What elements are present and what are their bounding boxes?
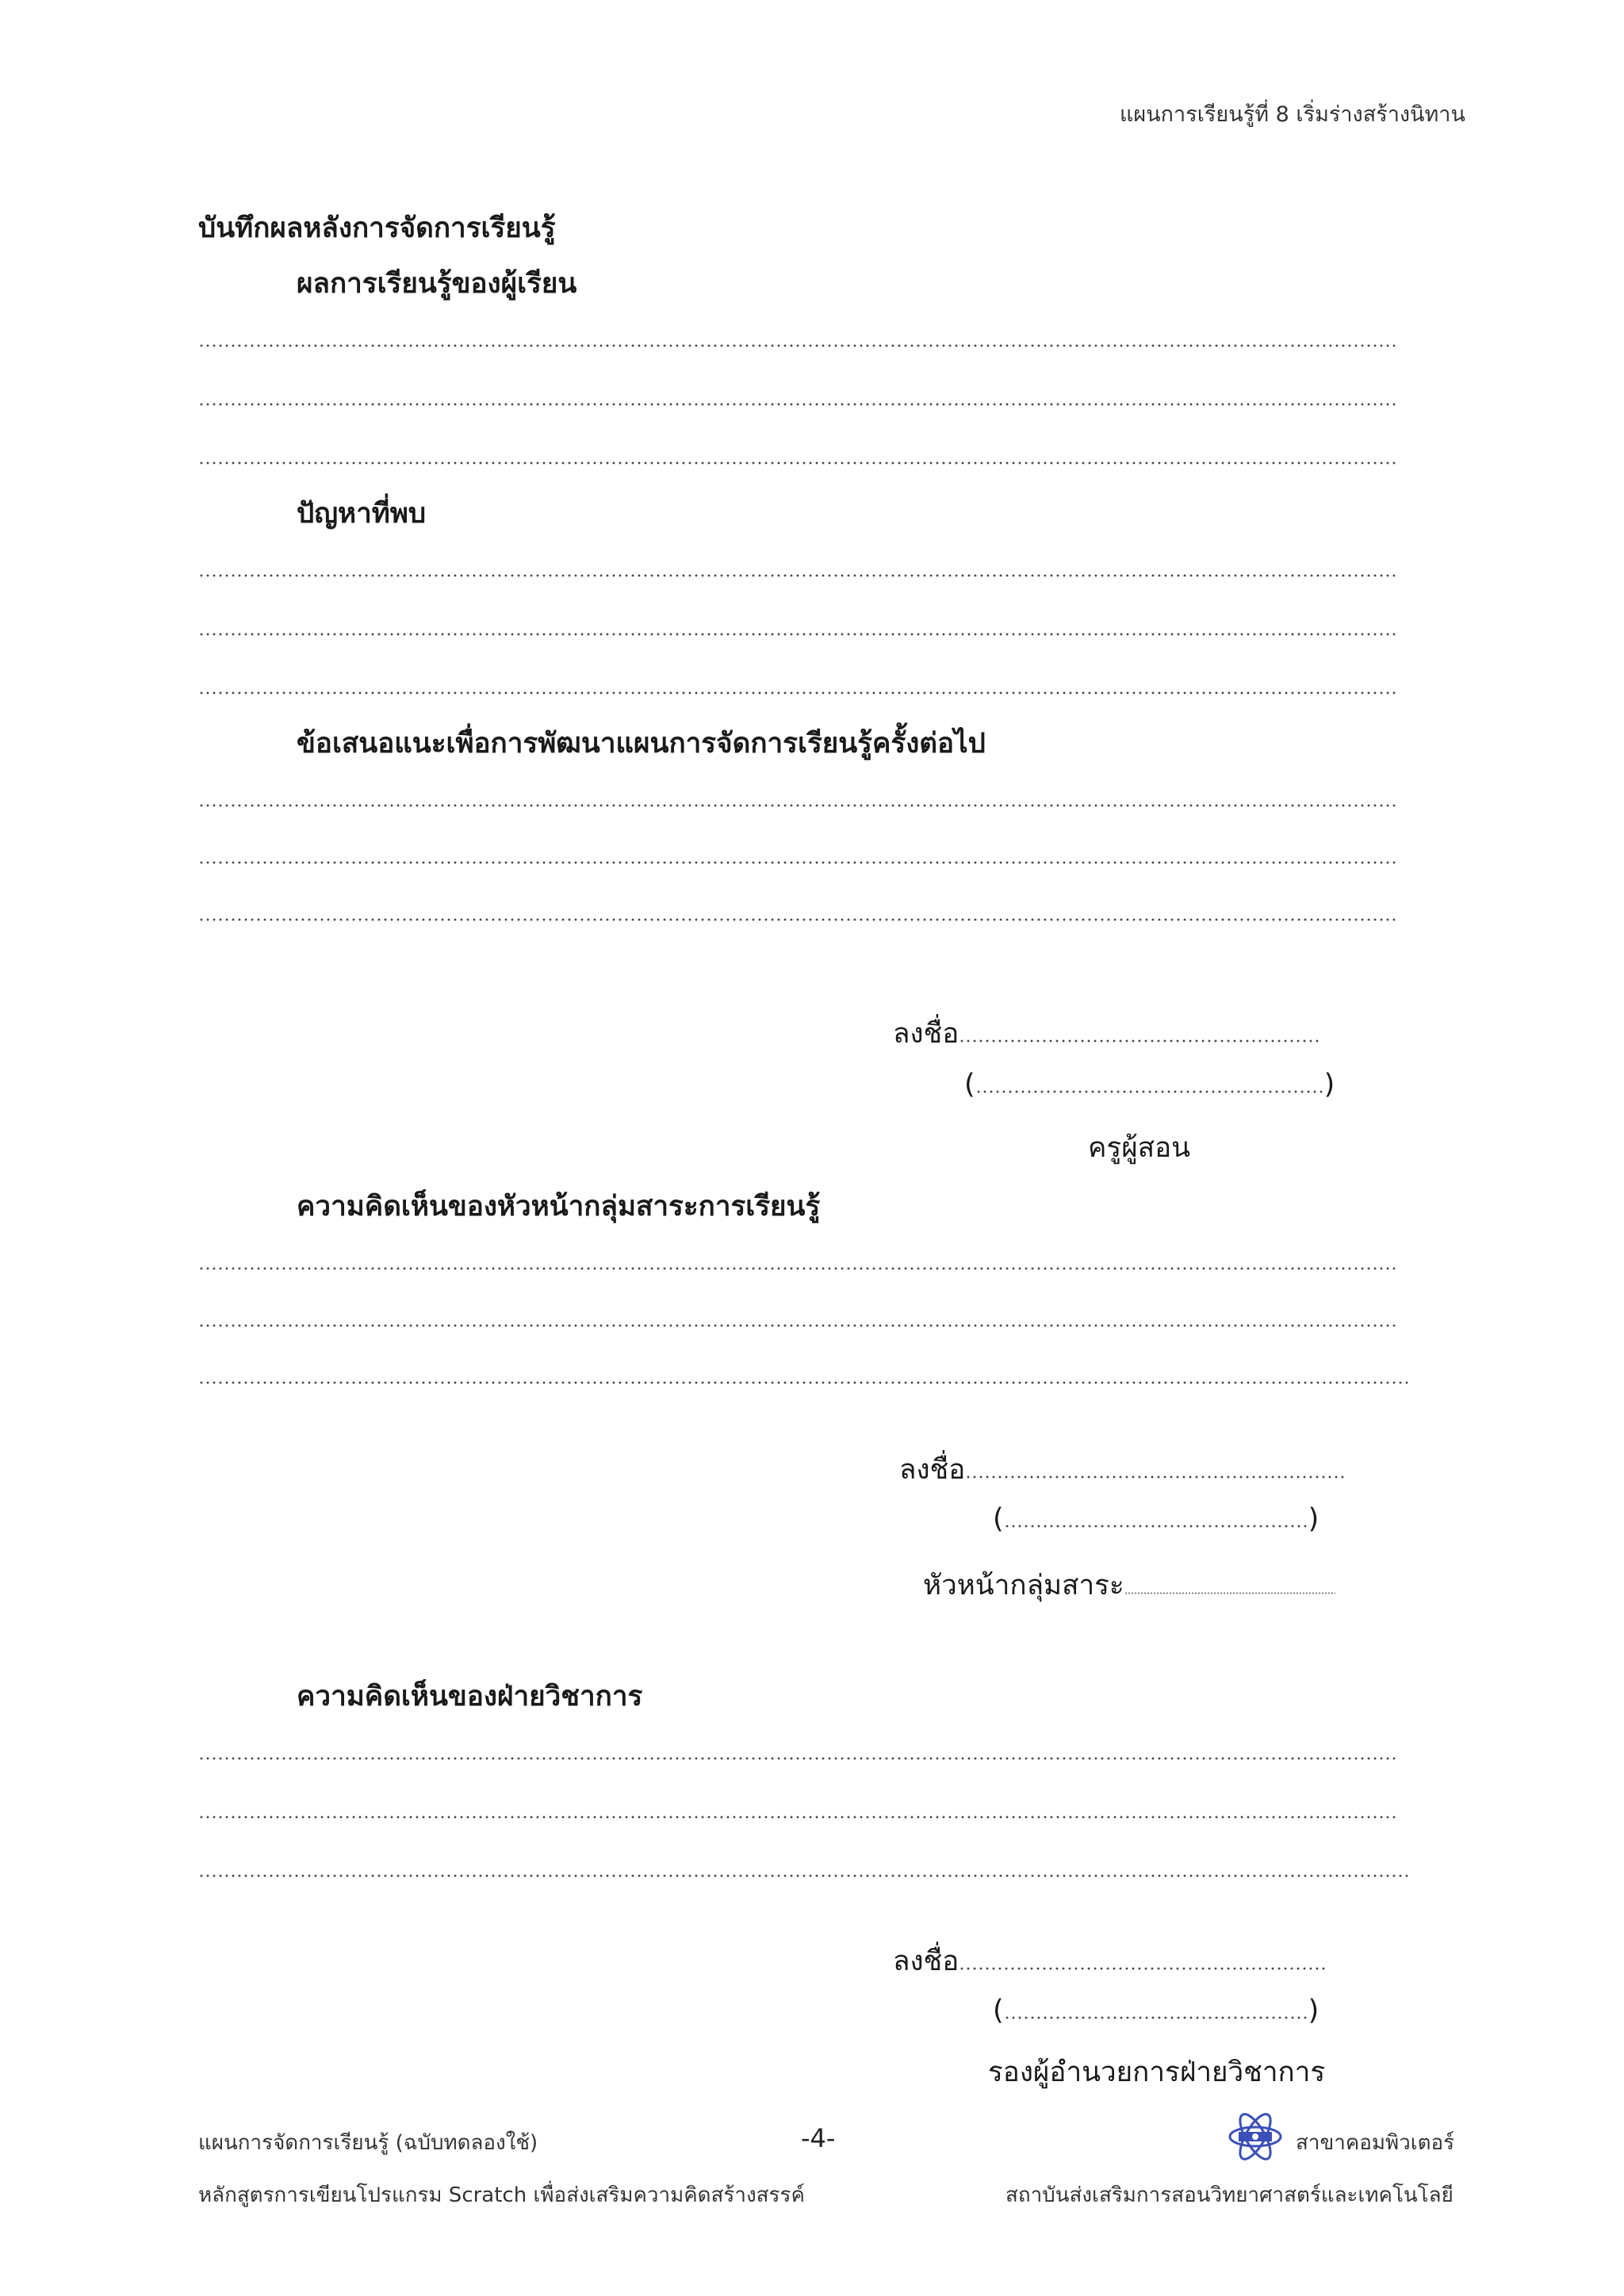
- fill-line: [198, 344, 1396, 347]
- section-department-head-comments-label: ความคิดเห็นของหัวหน้ากลุ่มสาระการเรียนรู้: [297, 1191, 821, 1223]
- ipst-atom-logo-icon: [1228, 2109, 1283, 2164]
- fill-line: [198, 1267, 1396, 1270]
- teacher-signature-line: [893, 1012, 1322, 1055]
- open-paren: (: [964, 1069, 975, 1100]
- fill-line: [198, 691, 1396, 695]
- footer-institute-label: สถาบันส่งเสริมการสอนวิทยาศาสตร์และเทคโนโลยี: [1005, 2183, 1454, 2207]
- footer-course-label: หลักสูตรการเขียนโปรแกรม Scratch เพื่อส่งเสริมความคิดสร้างสรรค์: [198, 2183, 805, 2207]
- academic-name-line: [993, 1995, 1319, 2026]
- section-problems-label: ปัญหาที่พบ: [297, 498, 427, 530]
- section-suggestions-label: ข้อเสนอแนะเพื่อการพัฒนาแผนการจัดการเรียนรู้ครั้งต่อไป: [297, 728, 986, 760]
- teacher-name-line: [964, 1069, 1335, 1100]
- page-header-plan-title: แผนการเรียนรู้ที่ 8 เริ่มร่างสร้างนิทาน: [1120, 102, 1465, 127]
- signature-fill: [965, 1475, 1346, 1479]
- close-paren: ): [1308, 1995, 1320, 2026]
- page-number: -4-: [801, 2123, 836, 2153]
- fill-line: [198, 574, 1396, 577]
- sign-label: ลงชื่อ: [893, 1018, 959, 1050]
- section-learning-outcomes-label: ผลการเรียนรู้ของผู้เรียน: [297, 268, 577, 300]
- fill-line: [198, 633, 1396, 636]
- record-title: บันทึกผลหลังการจัดการเรียนรู้: [198, 212, 556, 244]
- section-academic-affairs-comments-label: ความคิดเห็นของฝ่ายวิชาการ: [297, 1681, 643, 1712]
- name-fill: [1004, 2016, 1308, 2019]
- footer-department-label: สาขาคอมพิวเตอร์: [1296, 2131, 1455, 2155]
- fill-line: [198, 1324, 1396, 1327]
- subject-group-fill: [1124, 1592, 1335, 1594]
- sign-label: ลงชื่อ: [899, 1454, 966, 1486]
- sign-label: ลงชื่อ: [893, 1946, 959, 1977]
- name-fill: [975, 1090, 1324, 1093]
- fill-line: [198, 804, 1396, 807]
- fill-line: [198, 918, 1396, 921]
- head-role: หัวหน้ากลุ่มสาระ: [923, 1570, 1124, 1601]
- fill-line: [198, 1757, 1396, 1760]
- signature-fill: [959, 1039, 1322, 1043]
- head-role-line: [923, 1563, 1335, 1607]
- teacher-role: ครูผู้สอน: [1088, 1132, 1191, 1164]
- open-paren: (: [993, 1995, 1004, 2026]
- academic-signature-line: [893, 1939, 1328, 1983]
- head-name-line: [993, 1503, 1319, 1535]
- close-paren: ): [1323, 1069, 1335, 1100]
- fill-line: [198, 403, 1396, 406]
- signature-fill: [959, 1967, 1328, 1970]
- footer-plan-label: แผนการจัดการเรียนรู้ (ฉบับทดลองใช้): [198, 2131, 538, 2155]
- close-paren: ): [1308, 1503, 1320, 1535]
- fill-line: [198, 461, 1396, 465]
- head-signature-line: [899, 1448, 1346, 1491]
- fill-line: [198, 1381, 1411, 1384]
- name-fill: [1004, 1525, 1308, 1528]
- academic-role: รองผู้อำนวยการฝ่ายวิชาการ: [988, 2057, 1326, 2088]
- fill-line: [198, 1874, 1411, 1877]
- open-paren: (: [993, 1503, 1004, 1535]
- fill-line: [198, 1816, 1396, 1819]
- fill-line: [198, 861, 1396, 864]
